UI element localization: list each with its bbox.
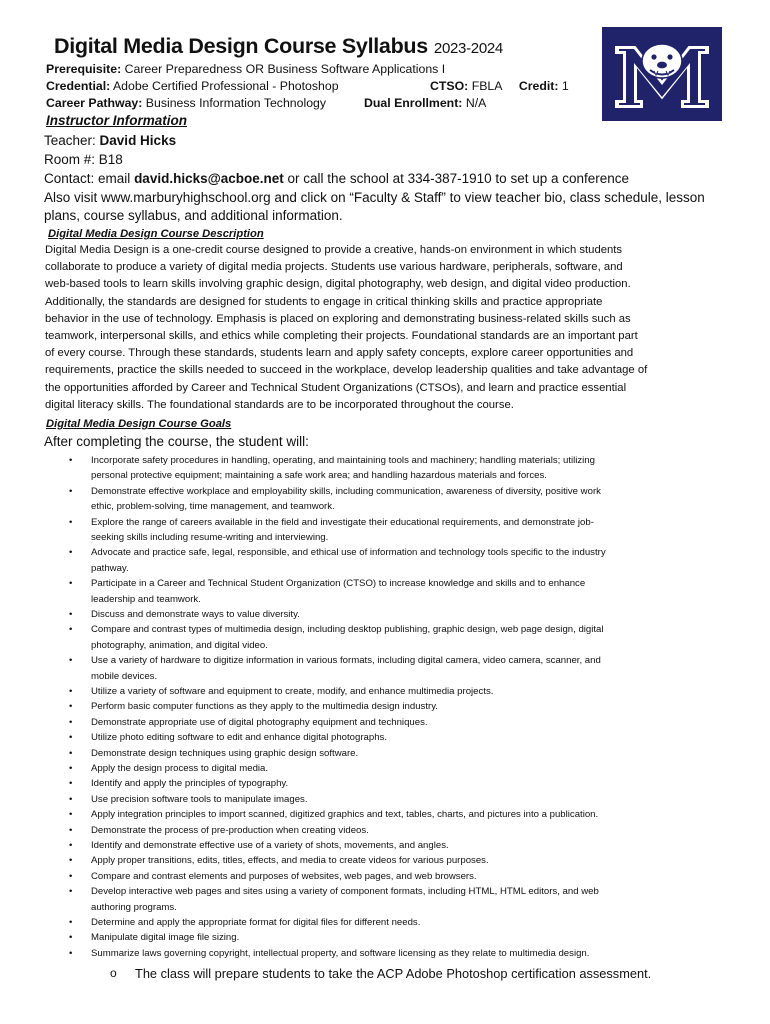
goal-text-line: Explore the range of careers available in the field and investigate their educational requirements, and demonstrate job- [91,516,594,528]
goals-heading: Digital Media Design Course Goals [46,418,232,430]
prerequisite-value: Career Preparedness OR Business Software Applications I [124,62,446,76]
bullet-marker: • [69,747,73,759]
prerequisite-line [46,62,445,76]
contact-line [44,171,629,186]
goal-text-line: Demonstrate appropriate use of digital photography equipment and techniques. [91,716,428,728]
goal-item [69,761,731,776]
goal-text-line: ethic, problem-solving, time management, and teamwork. [91,501,335,513]
goal-text-line: Incorporate safety procedures in handling, operating, and maintaining tools and machinery; handling materials; utilizing [91,455,595,466]
teacher-line [44,133,176,148]
goal-item [69,807,731,822]
credential-value: Adobe Certified Professional - Photoshop [112,79,339,93]
room-number: Room #: B18 [44,152,123,167]
description-line: of every course. Through these standards, students learn and apply safety concepts, explore career opportunities and [45,347,634,360]
pathway-line [46,96,487,110]
goal-item [69,776,731,791]
goal-text-line: Manipulate digital image file sizing. [91,932,240,944]
bulldog-m-logo-icon [602,27,722,121]
goal-text-line: Utilize photo editing software to edit and enhance digital photographs. [91,732,388,744]
school-logo [602,27,722,121]
bullet-marker: • [69,855,73,867]
credit-label: Credit: [518,79,559,93]
teacher-email-link[interactable]: david.hicks@acboe.net [134,171,284,186]
contact-suffix: or call the school at 334-387-1910 to set up a conference [287,171,630,186]
bullet-marker: • [69,578,73,590]
goal-item [69,869,731,884]
sub-bullet-item [110,966,652,981]
goal-item [69,653,731,684]
goal-item [69,838,731,853]
goal-item [69,622,731,653]
goal-item [69,792,731,807]
instructor-heading: Instructor Information [46,113,187,128]
bullet-marker: • [69,732,73,744]
goal-item [69,453,731,484]
goal-text-line: Perform basic computer functions as they apply to the multimedia design industry. [91,701,438,713]
goal-item [69,699,731,714]
bullet-marker: • [69,701,73,713]
description-line: teamwork, interpersonal skills, and ethics while completing their projects. Foundational standards are an important part [45,330,638,342]
dual-enrollment-label: Dual Enrollment: [364,96,463,110]
dual-enrollment [364,96,486,110]
sub-bullet-marker: o [110,966,117,980]
credential-label: Credential: [46,79,111,93]
teacher-name: David Hicks [99,133,177,148]
goal-item [69,915,731,930]
goal-text-line: seeking skills including resume-writing and interviewing. [91,532,329,543]
description-line: the opportunities afforded by Career and Technical Student Organizations (CTSOs), and learn and practice essential [45,381,627,394]
bullet-marker: • [69,624,73,636]
goal-text-line: photography, animation, and digital video. [91,639,268,651]
pathway-value: Business Information Technology [145,96,327,110]
bullet-marker: • [69,824,73,836]
description-line: requirements, practice the skills needed to succeed in the workplace, develop leadership qualities and take advantage of [45,364,648,377]
goal-text-line: Utilize a variety of software and equipment to create, modify, and enhance multimedia projects. [91,686,494,697]
goal-item [69,684,731,699]
goal-text-line: mobile devices. [91,670,158,682]
goal-text-line: Apply proper transitions, edits, titles, effects, and media to create videos for various purposes. [91,855,489,867]
bullet-marker: • [69,516,73,528]
description-line: digital literacy skills. The foundational standards are to be incorporated throughout the course. [45,398,514,411]
goal-text-line: Use a variety of hardware to digitize information in various formats, including digital camera, video camera, scanner, and [91,655,601,667]
goal-text-line: Participate in a Career and Technical Student Organization (CTSO) to increase knowledge and skills and to enhance [91,578,586,590]
bullet-marker: • [69,655,73,667]
goal-text-line: Compare and contrast elements and purposes of websites, web pages, and web browsers. [91,870,477,882]
bullet-marker: • [69,547,73,559]
goal-text-line: Compare and contrast types of multimedia design, including desktop publishing, graphic design, web page design, digital [91,624,604,636]
goal-item [69,884,731,915]
goal-text-line: Apply the design process to digital media. [91,763,269,774]
goal-text-line: Use precision software tools to manipulate images. [91,793,308,805]
goal-item [69,930,731,945]
bullet-marker: • [69,870,73,882]
bullet-marker: • [69,932,73,944]
bullet-marker: • [69,686,73,697]
goal-text-line: pathway. [91,562,129,574]
bullet-marker: • [69,917,73,928]
goal-item [69,730,731,745]
goal-text-line: Demonstrate design techniques using graphic design software. [91,747,359,759]
goal-text-line: Apply integration principles to import scanned, digitized graphics and text, tables, charts, and pictures into a publication. [91,809,599,821]
goal-item [69,715,731,730]
dual-enrollment-value: N/A [465,96,487,110]
goal-text-line: Demonstrate effective workplace and employability skills, including communication, awareness of diversity, positive work [91,485,601,497]
credential-line [46,79,569,93]
bullet-marker: • [69,455,73,466]
goal-text-line: Advocate and practice safe, legal, responsible, and ethical use of information and technology tools specific to the industry [91,547,606,559]
bullet-marker: • [69,485,73,497]
goal-item [69,946,731,961]
goal-text-line: Identify and apply the principles of typography. [91,778,289,790]
goal-item [69,484,731,515]
contact-prefix: Contact: email [44,171,131,186]
goal-item [69,746,731,761]
goal-item [69,576,731,607]
bullet-marker: • [69,840,73,851]
website-line-1: Also visit www.marburyhighschool.org and click on “Faculty & Staff” to view teacher bio, class schedule, lesson [44,190,705,205]
school-year: 2023-2024 [433,40,503,57]
prerequisite-label: Prerequisite: [46,62,122,76]
goal-item [69,853,731,868]
goal-text-line: personal protective equipment; maintaining a safe work area; and handling hazardous materials and forces. [91,470,547,482]
ctso-label: CTSO: [430,79,469,93]
bullet-marker: • [69,886,73,898]
goal-item [69,823,731,838]
goal-text-line: Summarize laws governing copyright, intellectual property, and software licensing as they relate to multimedia design. [91,947,590,959]
description-line: Additionally, the standards are designed for students to engage in critical thinking skills and practice appropriate [45,295,603,308]
bullet-marker: • [69,763,73,774]
credit-value: 1 [561,79,569,93]
goal-text-line: Discuss and demonstrate ways to value diversity. [91,609,300,620]
description-heading: Digital Media Design Course Description [48,228,264,240]
ctso-value: FBLA [471,79,502,93]
title-text: Digital Media Design Course Syllabus [54,34,428,58]
bullet-marker: • [69,716,73,728]
goal-text-line: Identify and demonstrate effective use of a variety of shots, movements, and angles. [91,840,449,851]
goal-text-line: Demonstrate the process of pre-production when creating videos. [91,824,369,836]
description-line: Digital Media Design is a one-credit course designed to provide a creative, hands-on environment in which students [45,244,623,256]
bullet-marker: • [69,809,73,821]
bullet-marker: • [69,609,73,620]
goal-item [69,515,731,546]
goal-item [69,607,731,622]
teacher-label: Teacher: [44,133,96,148]
description-line: behavior in the use of technology. Emphasis is placed on exploring and demonstrating business-related skills such as [45,312,631,325]
goal-item [69,545,731,576]
bullet-marker: • [69,793,73,805]
description-line: web-based tools to learn skills involving graphic design, digital photography, web design, and digital video production. [45,278,631,291]
page-title [54,34,503,59]
goal-text-line: Develop interactive web pages and sites using a variety of component formats, including HTML, HTML editors, and web [91,886,599,898]
description-line: collaborate to produce a variety of digital media projects. Students use various hardware, peripherals, software, and [45,261,623,274]
goal-text-line: authoring programs. [91,901,177,913]
website-line-2: plans, course syllabus, and additional information. [44,208,343,223]
certification-note: The class will prepare students to take the ACP Adobe Photoshop certification assessment. [135,966,652,981]
bullet-marker: • [69,778,73,790]
bullet-marker: • [69,947,73,959]
pathway-label: Career Pathway: [46,96,143,110]
goal-text-line: Determine and apply the appropriate format for digital files for different needs. [91,917,421,928]
goal-text-line: leadership and teamwork. [91,593,201,605]
ctso-credit-group [430,79,569,93]
goals-intro: After completing the course, the student will: [44,434,309,449]
